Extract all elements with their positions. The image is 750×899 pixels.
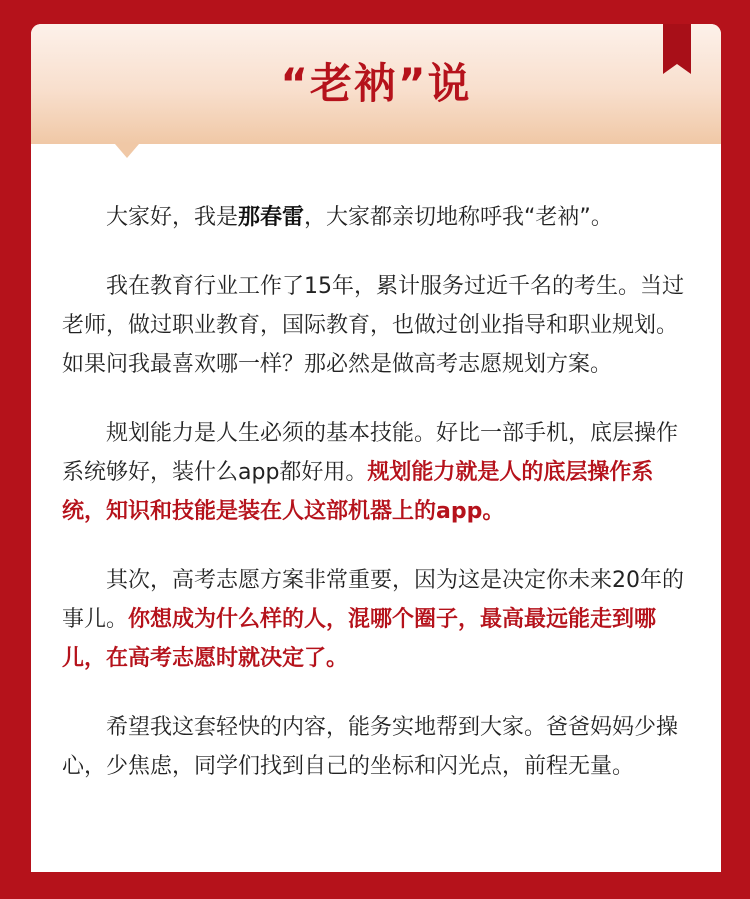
- planning-highlight: 规划能力就是人的底层操作系统，知识和技能是装在人这部机器上的app。: [62, 460, 654, 524]
- paragraph-planning: [62, 414, 690, 531]
- importance-text: 其次，高考志愿方案非常重要，因为这是决定你未来20年的事儿。: [62, 568, 684, 632]
- importance-highlight: 你想成为什么样的人，混哪个圈子，最高最远能走到哪儿，在高考志愿时就决定了。: [62, 607, 657, 671]
- greeting-nickname-text: ，大家都亲切地称呼我“老衲”。: [304, 205, 613, 230]
- bookmark-ribbon-icon: [663, 24, 691, 74]
- greeting-text: 大家好，我是: [106, 205, 239, 230]
- paragraph-wishes: [62, 708, 690, 786]
- planning-text: 规划能力是人生必须的基本技能。好比一部手机，底层操作系统够好，装什么app都好用。: [62, 421, 679, 485]
- page-title: “老衲”说: [280, 59, 472, 108]
- paragraph-greeting: [62, 198, 690, 237]
- author-name: 那春雷: [238, 205, 305, 230]
- paragraph-experience: [62, 267, 690, 384]
- paragraph-importance: [62, 561, 690, 678]
- content-body: [62, 198, 690, 816]
- card-header: [31, 24, 721, 144]
- experience-text: 我在教育行业工作了15年，累计服务过近千名的考生。当过老师，做过职业教育，国际教育，也做过创业指导和职业规划。如果问我最喜欢哪一样？那必然是做高考志愿规划方案。: [62, 274, 684, 377]
- intro-card: [31, 24, 721, 872]
- header-pointer: [115, 144, 139, 158]
- wishes-text: 希望我这套轻快的内容，能务实地帮到大家。爸爸妈妈少操心，少焦虑，同学们找到自己的坐标和闪光点，前程无量。: [62, 715, 679, 779]
